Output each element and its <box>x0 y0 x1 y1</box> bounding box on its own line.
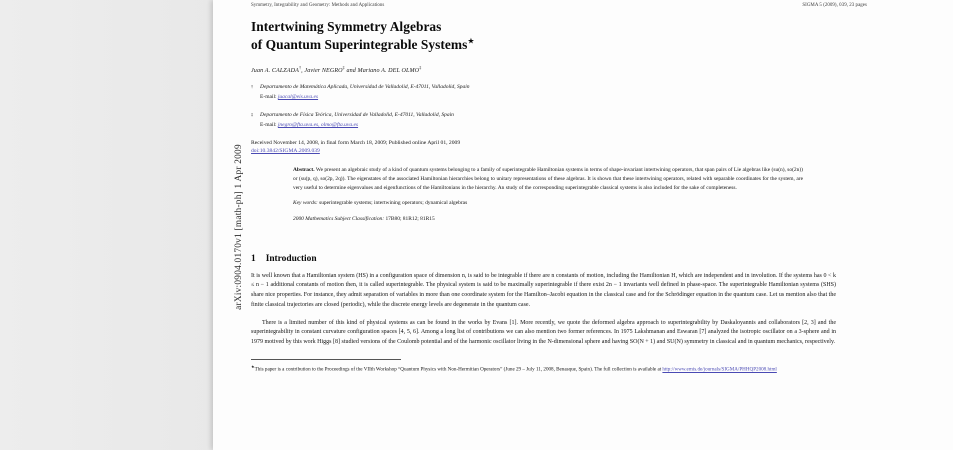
affiliation-2-org: Departamento de Física Teórica, Universidad de Valladolid, E-47011, Valladolid, Spain <box>260 111 454 118</box>
keywords-text: superintegrable systems; intertwining operators; dynamical algebras <box>317 200 468 207</box>
page-title <box>251 18 871 53</box>
msc-text: 17B80; 81R12; 81R15 <box>384 215 435 222</box>
msc-label: 2000 Mathematics Subject Classification: <box>293 215 385 222</box>
affiliation-1 <box>251 83 871 102</box>
footnote-text: This paper is a contribution to the Proceedings of the VIIth Workshop “Quantum Physics with Non-Hermitian Operators” (June 29 – July 11, 2008, Benasque, Spain). The full collection is available at <box>254 366 663 373</box>
affiliation-2-email-label: E-mail: <box>260 121 278 128</box>
page-content <box>251 0 871 450</box>
author-1: Juan A. CALZADA <box>251 68 299 75</box>
affiliation-2-email[interactable]: jnegro@fta.uva.es, olmo@fta.uva.es <box>277 121 359 128</box>
abstract-label: Abstract. <box>293 167 315 174</box>
author-list <box>251 65 871 74</box>
publication-dates: Received November 14, 2008, in final form March 18, 2009; Published online April 01, 2009 <box>251 140 461 147</box>
section-number: 1 <box>251 253 256 264</box>
body-paragraph-2: There is a limited number of this kind of physical systems as can be found in the works by Evans [1]. More recently, we quote the deformed algebra approach to superintegrability by Daskaloyannis and collaborators [2, 3] and the superintegrability in constant curvature configuration spaces [4, 5, 6]. Among a long list of contributions we can also mention two former references. In 1975 Lakshmanan and Eswaran [7] analyzed the isotropic oscillator on a 3-sphere and in 1979 motived by this work Higgs [8] studied versions of the Coulomb potential and of the harmonic oscillator living in the N-dimensional sphere and having SO(N + 1) and SU(N) symmetry in classical and in quantum mechanics, respectively. <box>251 319 836 346</box>
section-title: Introduction <box>265 253 317 264</box>
journal-citation: SIGMA 5 (2009), 039, 23 pages <box>802 3 867 8</box>
affiliation-1-email-label: E-mail: <box>260 94 278 101</box>
title-footnote-marker: ★ <box>467 36 475 46</box>
affiliation-1-marker: † <box>251 84 254 89</box>
footnote-separator <box>251 359 401 360</box>
journal-name: Symmetry, Integrability and Geometry: Methods and Applications <box>251 3 385 8</box>
body-paragraph-1: It is well known that a Hamiltonian system (HS) in a configuration space of dimension n, is said to be integrable if there are n constants of motion, including the Hamiltonian H, which are independent and in involution. If the systems has 0 < k ≤ n − 1 additional constants of motion then, it is called superintegrable. The physical system is said to be maximally superintegrable if there exist 2n − 1 invariants well defined in phase-space. The superintegrable Hamiltonian systems (SHS) share nice properties. For instance, they admit separation of variables in more than one coordinate system for the Hamilton–Jacobi equation in the classical case and for the Schrödinger equation in the quantum case. Let us mention also that the finite classical trajectories are closed (periodic), while the discrete energy levels are degenerate in the quantum case. <box>251 272 836 308</box>
footnote <box>251 364 836 374</box>
keywords-line <box>293 199 803 208</box>
title-line-2: of Quantum Superintegrable Systems <box>251 36 468 52</box>
abstract-section <box>293 166 803 223</box>
title-line-1: Intertwining Symmetry Algebras <box>251 19 442 34</box>
footnote-url[interactable]: http://www.emis.de/journals/SIGMA/PHHQP2008.html <box>662 366 777 373</box>
abstract-text: We present an algebraic study of a kind of quantum systems belonging to a family of superintegrable Hamiltonian systems in terms of shape-invariant intertwining operators, that span pairs of Lie algebras like (su(n), so(2n)) or (su(p, q), so(2p, 2q)). The eigenstates of the associated Hamiltonian hierarchies belong to unitary representations of these algebras. It is shown that these intertwining operators, related with separable coordinates for the system, are very useful to determine eigenvalues and eigenfunctions of the Hamiltonians in the hierarchy. An study of the corresponding superintegrable classical systems is also included for the sake of completeness. <box>293 167 803 191</box>
doi-link[interactable]: doi:10.3842/SIGMA.2009.039 <box>251 148 320 155</box>
document-page <box>213 0 953 450</box>
keywords-label: Key words: <box>293 200 318 207</box>
running-head <box>251 0 871 8</box>
affiliation-1-email[interactable]: juacal@eis.uva.es <box>277 94 319 101</box>
author-3: and Mariano A. DEL OLMO <box>344 68 420 75</box>
arxiv-identifier-stamp: arXiv:0904.0170v1 [math-ph] 1 Apr 2009 <box>234 144 244 310</box>
section-heading-introduction <box>251 254 871 264</box>
footnote-marker: ★ <box>251 363 255 369</box>
affiliation-1-org: Departamento de Matemática Aplicada, Universidad de Valladolid, E-47011, Valladolid, Spain <box>260 84 470 91</box>
msc-line <box>293 215 803 224</box>
affiliation-2 <box>251 111 871 130</box>
author-1-affil-marker: † <box>298 65 302 71</box>
author-2: , Javier NEGRO <box>301 68 343 75</box>
author-2-affil-marker: ‡ <box>342 65 345 71</box>
affiliation-2-marker: ‡ <box>251 111 254 117</box>
abstract-paragraph <box>293 166 803 192</box>
author-3-affil-marker: ‡ <box>419 65 422 71</box>
